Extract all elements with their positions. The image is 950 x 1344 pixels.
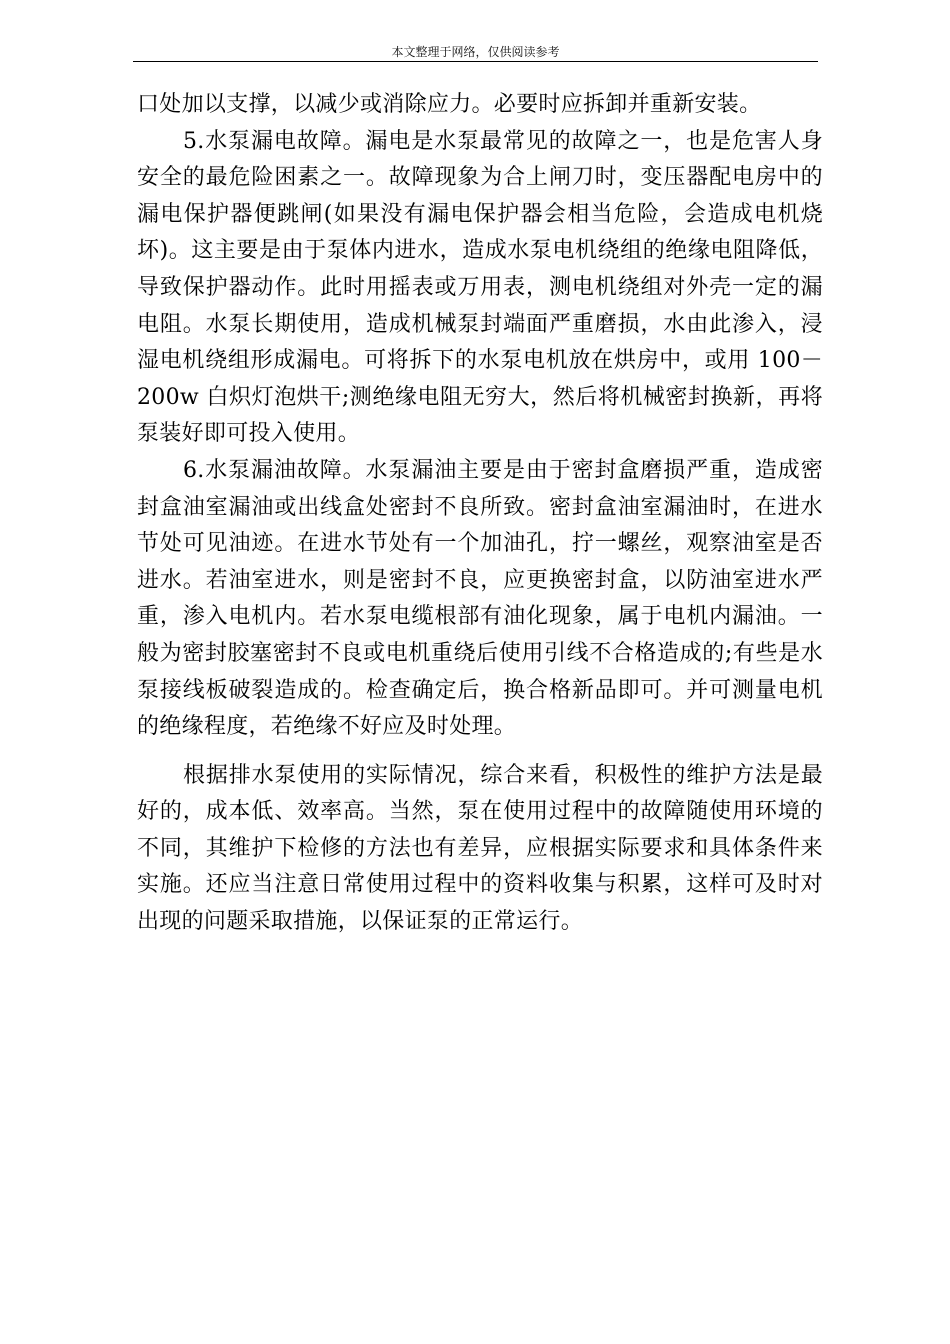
page-header	[133, 44, 818, 62]
paragraph-leakage-fault: 5.水泵漏电故障。漏电是水泵最常见的故障之一，也是危害人身安全的最危险困素之一。故障现象为合上闸刀时，变压器配电房中的漏电保护器便跳闸(如果没有漏电保护器会相当危险，会造成电机烧坏)。这主要是由于泵体内进水，造成水泵电机绕组的绝缘电阻降低，导致保护器动作。此时用摇表或万用表，测电机绕组对外壳一定的漏电阻。水泵长期使用，造成机械泵封端面严重磨损，水由此渗入，浸湿电机绕组形成漏电。可将拆下的水泵电机放在烘房中，或用 100－200w 白炽灯泡烘干;测绝缘电阻无穷大，然后将机械密封换新，再将泵装好即可投入使用。	[137, 128, 823, 447]
paragraph-conclusion: 根据排水泵使用的实际情况，综合来看，积极性的维护方法是最好的，成本低、效率高。当然，泵在使用过程中的故障随使用环境的不同，其维护下检修的方法也有差异，应根据实际要求和具体条件来实施。还应当注意日常使用过程中的资料收集与积累，这样可及时对出现的问题采取措施，以保证泵的正常运行。	[137, 762, 823, 935]
header-text: 本文整理于网络，仅供阅读参考	[391, 45, 560, 59]
paragraph-continuation: 口处加以支撑，以减少或消除应力。必要时应拆卸并重新安装。	[137, 92, 762, 117]
paragraph-oil-leak-fault: 6.水泵漏油故障。水泵漏油主要是由于密封盒磨损严重，造成密封盒油室漏油或出线盒处密封不良所致。密封盒油室漏油时，在进水节处可见油迹。在进水节处有一个加油孔，拧一螺丝，观察油室是否进水。若油室进水，则是密封不良，应更换密封盒，以防油室进水严重，渗入电机内。若水泵电缆根部有油化现象，属于电机内漏油。一般为密封胶塞密封不良或电机重绕后使用引线不合格造成的;有些是水泵接线板破裂造成的。检查确定后，换合格新品即可。并可测量电机的绝缘程度，若绝缘不好应及时处理。	[137, 457, 823, 740]
document-body	[137, 87, 823, 941]
